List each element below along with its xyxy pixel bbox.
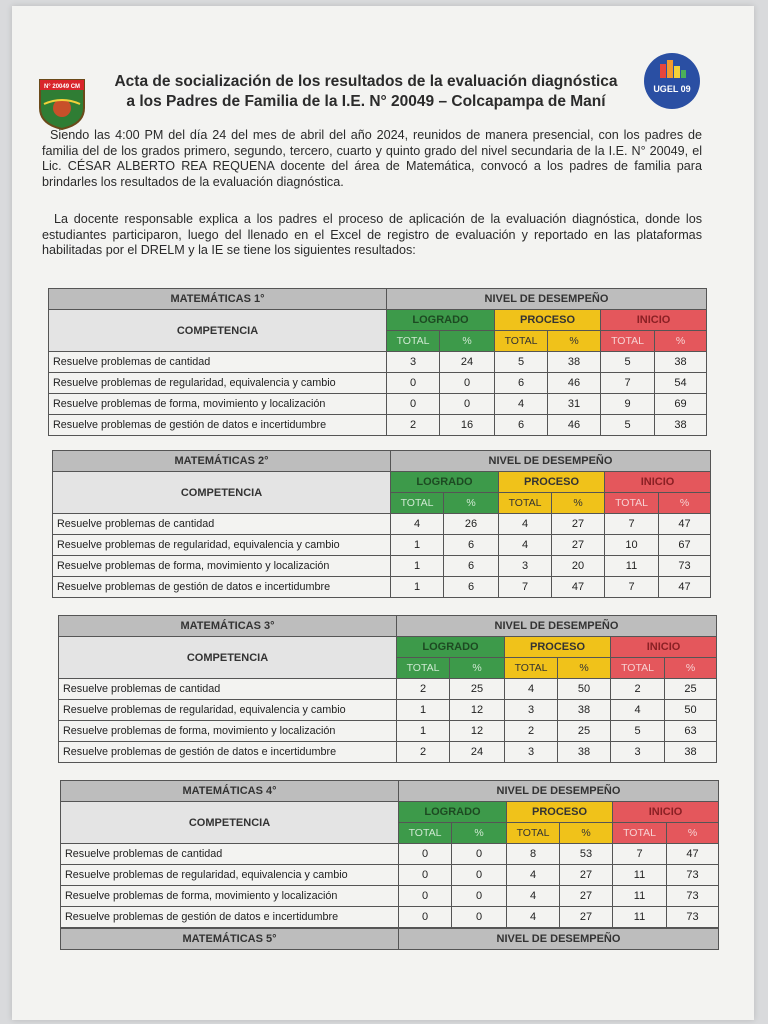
crest-text: N° 20049 CM [43,84,81,90]
value-cell-lp: 12 [450,700,505,721]
value-cell-lt: 4 [391,514,444,535]
proceso-pct-header: % [558,658,611,679]
proceso-total-header: TOTAL [495,331,548,352]
value-cell-pp: 46 [548,415,601,436]
table-row [61,886,719,907]
value-cell-lp: 6 [444,535,499,556]
competencia-header: COMPETENCIA [61,802,399,844]
value-cell-it: 5 [611,721,665,742]
nivel-header: NIVEL DE DESEMPEÑO [399,781,719,802]
competencia-cell: Resuelve problemas de forma, movimiento y localización [59,721,397,742]
value-cell-pt: 6 [495,415,548,436]
competencia-cell: Resuelve problemas de gestión de datos e incertidumbre [53,577,391,598]
logrado-pct-header: % [452,823,507,844]
value-cell-lt: 2 [397,679,450,700]
results-table-1 [48,288,707,436]
inicio-total-header: TOTAL [613,823,667,844]
competencia-cell: Resuelve problemas de cantidad [61,844,399,865]
results-table-5 [60,928,719,950]
value-cell-lp: 24 [450,742,505,763]
value-cell-ip: 47 [659,514,711,535]
results-table-3 [58,615,717,763]
value-cell-pt: 4 [499,514,552,535]
logrado-pct-header: % [450,658,505,679]
value-cell-ip: 25 [665,679,717,700]
value-cell-lp: 26 [444,514,499,535]
proceso-pct-header: % [560,823,613,844]
value-cell-pt: 7 [499,577,552,598]
proceso-header: PROCESO [507,802,613,823]
competencia-cell: Resuelve problemas de regularidad, equivalencia y cambio [59,700,397,721]
table-row [59,742,717,763]
value-cell-pt: 3 [505,700,558,721]
value-cell-pp: 27 [560,865,613,886]
value-cell-pp: 38 [558,742,611,763]
competencia-cell: Resuelve problemas de cantidad [49,352,387,373]
table-row [49,415,707,436]
value-cell-lp: 0 [440,373,495,394]
value-cell-it: 3 [611,742,665,763]
logrado-total-header: TOTAL [387,331,440,352]
value-cell-pt: 4 [507,886,560,907]
value-cell-lt: 2 [387,415,440,436]
table-row [61,844,719,865]
table-title: MATEMÁTICAS 3° [59,616,397,637]
value-cell-pp: 47 [552,577,605,598]
value-cell-pt: 4 [507,907,560,928]
value-cell-it: 11 [613,907,667,928]
competencia-cell: Resuelve problemas de gestión de datos e incertidumbre [59,742,397,763]
value-cell-pt: 6 [495,373,548,394]
logrado-total-header: TOTAL [397,658,450,679]
inicio-pct-header: % [655,331,707,352]
value-cell-ip: 47 [659,577,711,598]
proceso-total-header: TOTAL [499,493,552,514]
competencia-cell: Resuelve problemas de cantidad [59,679,397,700]
table-row [59,679,717,700]
value-cell-lt: 1 [397,700,450,721]
competencia-cell: Resuelve problemas de cantidad [53,514,391,535]
value-cell-lt: 0 [387,373,440,394]
value-cell-ip: 63 [665,721,717,742]
ugel-logo [643,52,701,110]
value-cell-it: 9 [601,394,655,415]
page-title [96,72,636,112]
value-cell-ip: 73 [667,865,719,886]
value-cell-ip: 38 [655,352,707,373]
table-row [49,352,707,373]
inicio-header: INICIO [601,310,707,331]
value-cell-pt: 4 [505,679,558,700]
value-cell-lt: 2 [397,742,450,763]
proceso-pct-header: % [552,493,605,514]
competencia-cell: Resuelve problemas de regularidad, equivalencia y cambio [61,865,399,886]
value-cell-pp: 25 [558,721,611,742]
inicio-total-header: TOTAL [601,331,655,352]
logrado-total-header: TOTAL [391,493,444,514]
value-cell-pp: 38 [548,352,601,373]
value-cell-lt: 0 [399,886,452,907]
value-cell-pt: 8 [507,844,560,865]
value-cell-it: 7 [605,514,659,535]
value-cell-lp: 6 [444,556,499,577]
ugel-logo-text: UGEL 09 [653,84,691,94]
nivel-header: NIVEL DE DESEMPEÑO [387,289,707,310]
proceso-header: PROCESO [499,472,605,493]
value-cell-pp: 27 [560,907,613,928]
value-cell-pp: 38 [558,700,611,721]
value-cell-lt: 3 [387,352,440,373]
value-cell-lt: 1 [397,721,450,742]
logrado-header: LOGRADO [397,637,505,658]
inicio-header: INICIO [605,472,711,493]
competencia-cell: Resuelve problemas de forma, movimiento y localización [49,394,387,415]
logrado-header: LOGRADO [399,802,507,823]
table-row [53,514,711,535]
value-cell-ip: 73 [667,886,719,907]
value-cell-lt: 1 [391,577,444,598]
value-cell-pt: 5 [495,352,548,373]
value-cell-it: 10 [605,535,659,556]
value-cell-pp: 27 [552,535,605,556]
value-cell-lp: 0 [452,844,507,865]
value-cell-ip: 47 [667,844,719,865]
value-cell-it: 11 [605,556,659,577]
table-row [49,373,707,394]
value-cell-pt: 2 [505,721,558,742]
process-paragraph: La docente responsable explica a los padres el proceso de aplicación de la evaluación diagnóstica, donde los estudiantes participaron, luego del llenado en el Excel de registro de evaluación y reportado en las plataformas habilitadas por el DRELM y la IE se tiene los siguientes resultados: [42,212,702,257]
nivel-header: NIVEL DE DESEMPEÑO [399,929,719,950]
value-cell-lp: 12 [450,721,505,742]
results-table-2 [52,450,711,598]
inicio-header: INICIO [613,802,719,823]
table-title: MATEMÁTICAS 5° [61,929,399,950]
value-cell-lp: 6 [444,577,499,598]
logrado-pct-header: % [440,331,495,352]
value-cell-ip: 69 [655,394,707,415]
school-crest-logo [36,74,88,130]
value-cell-lt: 1 [391,556,444,577]
value-cell-pp: 53 [560,844,613,865]
value-cell-ip: 73 [667,907,719,928]
nivel-header: NIVEL DE DESEMPEÑO [391,451,711,472]
value-cell-lt: 1 [391,535,444,556]
value-cell-pp: 27 [560,886,613,907]
value-cell-it: 11 [613,886,667,907]
competencia-cell: Resuelve problemas de gestión de datos e incertidumbre [49,415,387,436]
proceso-total-header: TOTAL [505,658,558,679]
value-cell-pt: 4 [495,394,548,415]
table-row [53,556,711,577]
value-cell-lp: 0 [440,394,495,415]
value-cell-lp: 25 [450,679,505,700]
table-title: MATEMÁTICAS 1° [49,289,387,310]
inicio-total-header: TOTAL [605,493,659,514]
logrado-header: LOGRADO [391,472,499,493]
table-row [53,577,711,598]
title-line-1: Acta de socialización de los resultados de la evaluación diagnóstica [114,73,618,90]
table-row [59,721,717,742]
value-cell-pp: 50 [558,679,611,700]
proceso-header: PROCESO [505,637,611,658]
competencia-cell: Resuelve problemas de forma, movimiento y localización [61,886,399,907]
value-cell-it: 7 [613,844,667,865]
value-cell-lp: 16 [440,415,495,436]
value-cell-ip: 73 [659,556,711,577]
intro-paragraph: Siendo las 4:00 PM del día 24 del mes de abril del año 2024, reunidos de manera presencial, con los padres de familia del de los grados primero, segundo, tercero, cuarto y quinto grado del nivel secundaria de la I.E. N° 20049, el Lic. CÉSAR ALBERTO REA REQUENA docente del área de Matemática, convocó a los padres de familia para brindarles los resultados de la evaluación diagnóstica. [42,128,702,189]
value-cell-pt: 4 [499,535,552,556]
proceso-pct-header: % [548,331,601,352]
table-row [53,535,711,556]
results-table-4 [60,780,719,928]
logrado-header: LOGRADO [387,310,495,331]
competencia-header: COMPETENCIA [49,310,387,352]
table-row [61,907,719,928]
value-cell-it: 7 [605,577,659,598]
table-title: MATEMÁTICAS 2° [53,451,391,472]
value-cell-pp: 20 [552,556,605,577]
value-cell-ip: 38 [665,742,717,763]
nivel-header: NIVEL DE DESEMPEÑO [397,616,717,637]
value-cell-lp: 0 [452,886,507,907]
value-cell-it: 5 [601,352,655,373]
title-line-2: a los Padres de Familia de la I.E. N° 20049 – Colcapampa de Maní [126,93,606,110]
value-cell-lt: 0 [399,907,452,928]
value-cell-pt: 3 [505,742,558,763]
value-cell-pp: 31 [548,394,601,415]
value-cell-pp: 27 [552,514,605,535]
competencia-header: COMPETENCIA [53,472,391,514]
value-cell-pt: 3 [499,556,552,577]
table-row [49,394,707,415]
value-cell-it: 11 [613,865,667,886]
value-cell-ip: 50 [665,700,717,721]
value-cell-it: 5 [601,415,655,436]
competencia-header: COMPETENCIA [59,637,397,679]
value-cell-lt: 0 [399,865,452,886]
inicio-pct-header: % [659,493,711,514]
competencia-cell: Resuelve problemas de gestión de datos e incertidumbre [61,907,399,928]
value-cell-lp: 0 [452,907,507,928]
competencia-cell: Resuelve problemas de regularidad, equivalencia y cambio [53,535,391,556]
inicio-total-header: TOTAL [611,658,665,679]
value-cell-ip: 38 [655,415,707,436]
competencia-cell: Resuelve problemas de regularidad, equivalencia y cambio [49,373,387,394]
logrado-pct-header: % [444,493,499,514]
table-title: MATEMÁTICAS 4° [61,781,399,802]
value-cell-ip: 67 [659,535,711,556]
logrado-total-header: TOTAL [399,823,452,844]
table-row [59,700,717,721]
value-cell-it: 2 [611,679,665,700]
value-cell-ip: 54 [655,373,707,394]
value-cell-pp: 46 [548,373,601,394]
value-cell-it: 7 [601,373,655,394]
inicio-header: INICIO [611,637,717,658]
value-cell-pt: 4 [507,865,560,886]
table-row [61,865,719,886]
inicio-pct-header: % [667,823,719,844]
value-cell-lp: 0 [452,865,507,886]
competencia-cell: Resuelve problemas de forma, movimiento y localización [53,556,391,577]
proceso-header: PROCESO [495,310,601,331]
inicio-pct-header: % [665,658,717,679]
proceso-total-header: TOTAL [507,823,560,844]
value-cell-lt: 0 [399,844,452,865]
value-cell-lt: 0 [387,394,440,415]
value-cell-lp: 24 [440,352,495,373]
value-cell-it: 4 [611,700,665,721]
